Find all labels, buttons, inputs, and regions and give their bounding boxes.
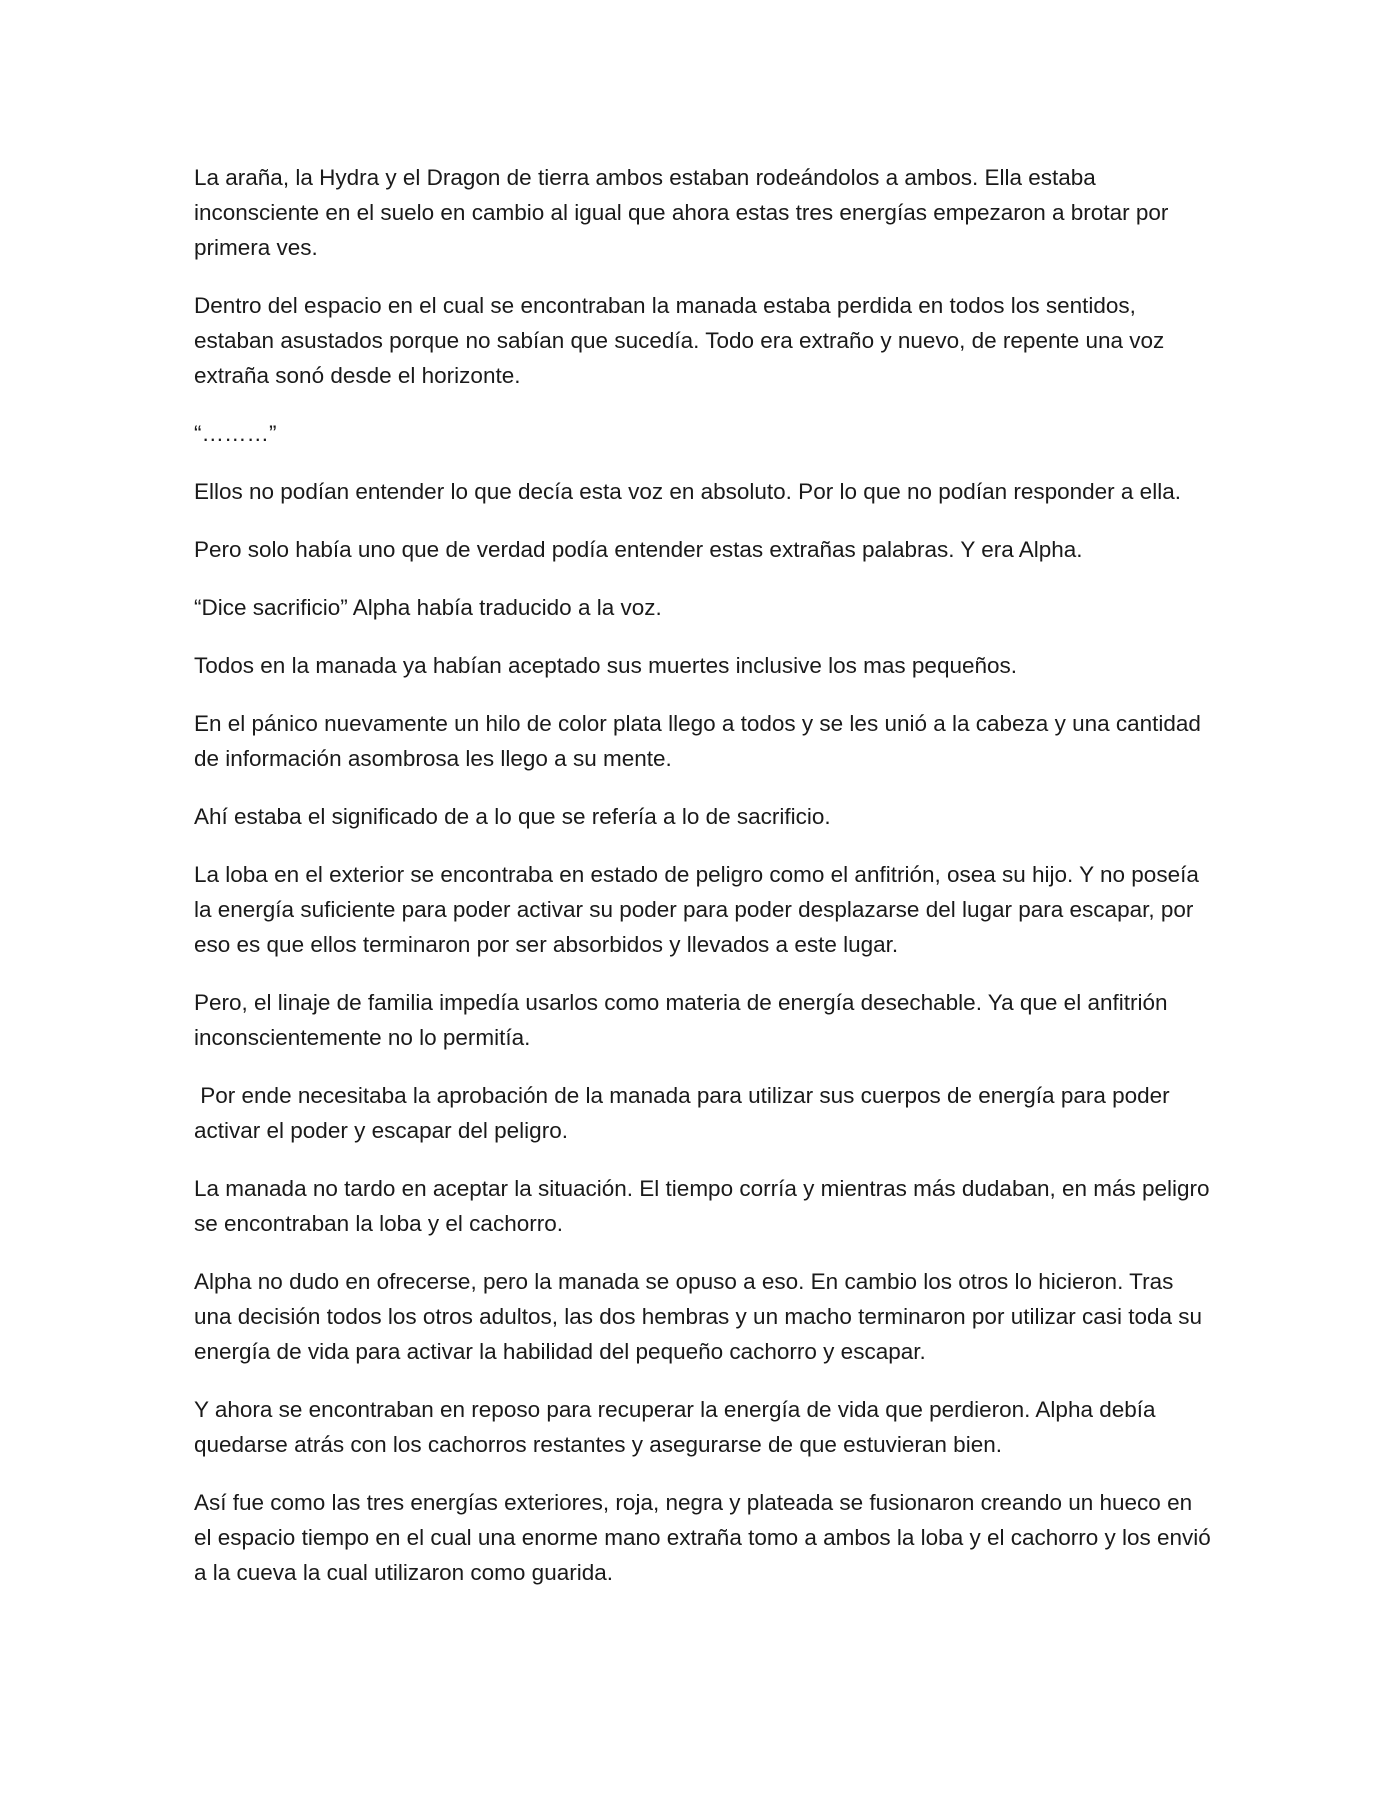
paragraph-2: Dentro del espacio en el cual se encontraban la manada estaba perdida en todos los sentidos, estaban asustados porque no sabían que sucedía. Todo era extraño y nuevo, de repente una voz extraña sonó desde el horizonte.	[194, 293, 1165, 388]
paragraph-7: Todos en la manada ya habían aceptado sus muertes inclusive los mas pequeños.	[194, 653, 1018, 678]
paragraph-10: La loba en el exterior se encontraba en estado de peligro como el anfitrión, osea su hijo. Y no poseía la energía suficiente para poder activar su poder para poder desplazarse del lugar para escapar, por eso es que ellos terminaron por ser absorbidos y llevados a este lugar.	[194, 862, 1199, 957]
paragraph-5: Pero solo había uno que de verdad podía entender estas extrañas palabras. Y era Alpha.	[194, 537, 1083, 562]
paragraph-15: Y ahora se encontraban en reposo para recuperar la energía de vida que perdieron. Alpha debía quedarse atrás con los cachorros restantes y asegurarse de que estuvieran bien.	[194, 1397, 1156, 1457]
paragraph-3: “………”	[194, 421, 277, 446]
paragraph-6: “Dice sacrificio” Alpha había traducido a la voz.	[194, 595, 662, 620]
paragraph-11: Pero, el linaje de familia impedía usarlos como materia de energía desechable. Ya que el anfitrión inconscientemente no lo permitía.	[194, 990, 1168, 1050]
paragraph-14: Alpha no dudo en ofrecerse, pero la manada se opuso a eso. En cambio los otros lo hicieron. Tras una decisión todos los otros adultos, las dos hembras y un macho terminaron por utilizar casi toda su energía de vida para activar la habilidad del pequeño cachorro y escapar.	[194, 1269, 1203, 1364]
document-body	[194, 160, 1214, 1613]
paragraph-8: En el pánico nuevamente un hilo de color plata llego a todos y se les unió a la cabeza y una cantidad de información asombrosa les llego a su mente.	[194, 711, 1201, 771]
paragraph-9: Ahí estaba el significado de a lo que se refería a lo de sacrificio.	[194, 804, 831, 829]
paragraph-4: Ellos no podían entender lo que decía esta voz en absoluto. Por lo que no podían responder a ella.	[194, 479, 1181, 504]
paragraph-12: Por ende necesitaba la aprobación de la manada para utilizar sus cuerpos de energía para poder activar el poder y escapar del peligro.	[194, 1083, 1176, 1143]
paragraph-13: La manada no tardo en aceptar la situación. El tiempo corría y mientras más dudaban, en más peligro se encontraban la loba y el cachorro.	[194, 1176, 1210, 1236]
paragraph-1: La araña, la Hydra y el Dragon de tierra ambos estaban rodeándolos a ambos. Ella estaba inconsciente en el suelo en cambio al igual que ahora estas tres energías empezaron a brotar por primera ves.	[194, 165, 1169, 260]
paragraph-16: Así fue como las tres energías exteriores, roja, negra y plateada se fusionaron creando un hueco en el espacio tiempo en el cual una enorme mano extraña tomo a ambos la loba y el cachorro y los envió a la cueva la cual utilizaron como guarida.	[194, 1490, 1211, 1585]
